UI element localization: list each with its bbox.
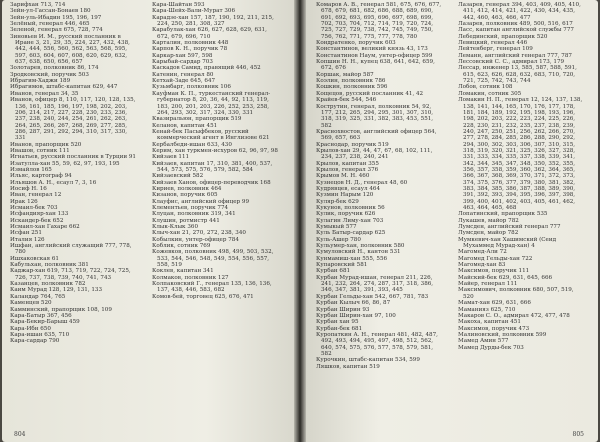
index-entry: Константинов Наум, унтер-офицер 599 <box>316 52 433 59</box>
index-entry: Ишхаковская 61 <box>10 255 59 262</box>
index-entry: Магомед-хан 83 <box>458 262 506 269</box>
index-entry: Ибрагимов, штабс-капитан 629, 447 <box>10 84 118 91</box>
index-entry: Зейн-ул-Гассан-Бонаев 180 <box>10 8 91 15</box>
index-entry: Коршак, майор 587 <box>316 71 374 78</box>
index-entry: Ломакин Н. П., генерал 12, 124, 137, 138, 138, 141, 144, 165, 170, 176, 177, 178, 181, 184, 189, 192, 195, 198, 193, 196, 198, 202, 203, 222, 223, 224, 225, 226, 228, 230, 231, 232, 235, 237, 238, 239, 240, 247, 250, 251, 256, 262, 266, 270, 277, 278, 284, 285, 286, 288, 290, 292, 294, 300, 302, 303, 306, 307, 310, 315, 318, 319, 320, 321, 325, 326, 327, 328, 331, 333, 334, 335, 337, 338, 339, 341, 342, 344, 345, 347, 348, 350, 352, 355, 356, 357, 358, 359, 360, 362, 364, 365, 366, 367, 368, 369, 370, 371, 372, 373, 374, 375, 376, 377, 379, 380, 381, 382, 383, 384, 385, 386, 387, 388, 389, 390, 391, 392, 393, 394, 395, 396, 397, 398, 399, 400, 401, 402, 403, 405, 461, 462, 463, 464, 465, 468 <box>458 97 583 211</box>
index-entry: Маманияз 625, 710 <box>458 306 516 313</box>
index-entry: Камминский, прапорщик 108, 109 <box>10 306 112 313</box>
index-entry: Зродковский, поручик 503 <box>10 71 89 78</box>
index-entry: Келанов, капитан 451 <box>152 122 218 129</box>
index-entry: Клушин, ротмистр 441 <box>152 217 220 224</box>
index-entry: Кербалбеди-ишан 633, 430 <box>152 141 232 148</box>
index-entry: Кара-Шайтан 593 <box>152 2 205 8</box>
index-entry: Иван, генерал 12 <box>10 192 62 199</box>
index-entry: Курбан Гельды-хан 542, 667, 781, 783 <box>316 293 429 300</box>
index-entry: Каим Мурад 128, 129, 131, 133 <box>10 287 103 294</box>
index-entry: Куль Батыр-сардар 625 <box>316 230 386 237</box>
index-entry: Курбан Ширин-хан 97, 100 <box>316 312 396 319</box>
index-entry: Иванов, прапорщик 520 <box>10 141 82 148</box>
index-entry: Игнатьев, русский посланник в Турции 91 <box>10 154 136 161</box>
index-entry: Кульумер-хан, полковник 580 <box>316 243 405 250</box>
index-entry: Колмаков, полковник 127 <box>152 274 229 281</box>
index-entry: Кабульхан, полковник 381 <box>10 262 89 269</box>
index-entry: Кузмин Нарым 120 <box>316 192 374 199</box>
index-entry: Зелёный, генерал 446, 465 <box>10 21 90 28</box>
index-entry: Кийзаев 111 <box>152 154 190 161</box>
index-entry: Зиновьев И. М., русский посланник в Иране 3, 21, 29, 35, 224, 227, 432, 438, 442, 444, 556, 560, 562, 563, 568, 595, 597, 603, 604, 607, 608, 620, 629, 632, 637, 638, 650, 656, 657 <box>10 33 130 66</box>
index-entry: Карабулак-хан 626, 627, 628, 629, 631, 672, 679, 696, 710 <box>152 27 267 40</box>
index-entry: Краснодар, поручик 519 <box>316 141 389 148</box>
index-entry: Мамат-хан 629, 631, 666 <box>458 300 531 307</box>
index-entry: Кулагин Лиму-хан 703 <box>316 217 384 224</box>
index-entry: Клуцан, полковник 319, 341 <box>152 211 236 218</box>
index-entry: Клыч-хан 21, 270, 272, 238, 340 <box>152 230 246 237</box>
index-entry: Коклев, капитан 341 <box>152 268 214 275</box>
index-entry: Майер, генерал 111 <box>458 281 518 288</box>
index-entry: Лебединский, прапорщик 520 <box>458 33 548 40</box>
index-entry: Колпаковский Г., генерал 135, 136, 136, 137, 438, 446, 583, 682 <box>152 281 272 294</box>
index-entry: Иванов, генерал 34, 35 <box>10 90 79 97</box>
index-entry: Изатулла-хан 55, 59, 62, 97, 193, 195 <box>10 160 120 167</box>
index-entry: Иосиф Н. 16 <box>10 185 47 192</box>
index-entry: Кизанов, поручик 605 <box>152 192 218 199</box>
page-number: 805 <box>572 431 584 438</box>
index-entry: Ивашов, сотник 111 <box>10 147 70 154</box>
index-entry: Кострутин, генерал, полковник 54, 92, 177, 212, 265, 294, 295, 301, 307, 310, 318, 319, 325, 331, 382, 383, 453, 551, 582 <box>316 103 434 129</box>
index-entry: Курбан хан 95 <box>316 319 359 326</box>
index-entry: Лессар, инженер 13, 585, 587, 588, 591, 615, 623, 626, 628, 632, 683, 710, 720, 721, 725, 742, 743, 744 <box>458 65 577 85</box>
index-entry: Кетхай-Заде 645, 647 <box>152 78 216 85</box>
index-entry: Кукунов, полковник 56 <box>316 205 385 211</box>
index-entry: Ломакин, сотник 305 <box>458 90 522 97</box>
index-entry: Каскадов Самид, правящий 446, 452 <box>152 65 261 72</box>
index-entry: Исфан 251 <box>10 230 42 237</box>
index-entry: Крымов М. Н. 460 <box>316 173 370 180</box>
index-entry: Кара-ишан 635, 710 <box>10 331 70 338</box>
index-entry: Кумыкый 577 <box>316 224 357 231</box>
index-entry: Кузнецов Н. Д., генерал 48, 60 <box>316 179 408 186</box>
index-column <box>458 2 586 351</box>
book-gutter <box>294 0 306 442</box>
index-entry: Лукашев, майор 782 <box>458 217 519 224</box>
index-entry: Каландар 764, 765 <box>10 293 66 300</box>
index-entry: Курбан Мурад-ишан, генерал 211, 226, 241, 232, 264, 274, 287, 317, 318, 386, 346, 347, 381, 391, 393, 445 <box>316 274 434 294</box>
index-entry: Золотарев, полковник 86, 174 <box>10 65 99 72</box>
index-entry: Курбан Кылыч 66, 86, 87 <box>316 300 391 307</box>
index-entry: Карадзе-хан 157, 187, 190, 192, 211, 215, 224, 250, 281, 308, 327 <box>152 14 274 28</box>
index-entry: Кобылкин, унтер-офицер 784 <box>152 236 239 243</box>
index-entry: Кийзаев Ханов, офицер-переводчик 168 <box>152 179 271 186</box>
index-entry: Лобов, сотник 108 <box>458 84 513 91</box>
index-entry: Ишфан, английский служащий 777, 778, 780 <box>10 243 132 256</box>
index-entry: Лазарев, полковник 489, 500, 516, 617 <box>458 21 573 28</box>
index-entry: Кудрявцев, есаул 464 <box>316 185 381 192</box>
index-entry: Кара-Ибн 650 <box>10 325 51 332</box>
index-entry: Ласс, капитан английской службы 777 <box>458 27 574 34</box>
index-entry: Кумуловский Н., кантон 531 <box>316 249 401 256</box>
index-entry: Ильяшов А. Н., есаул 7, 3, 16 <box>10 179 97 186</box>
index-entry: Крылов-хан 29, 44, 47, 67, 68, 102, 111, 234, 237, 238, 240, 241 <box>316 147 433 161</box>
index-entry: Майский-бек 629, 631, 645, 666 <box>458 274 553 281</box>
index-entry: Карыбай-сардар 703 <box>152 59 213 66</box>
index-entry: Лазарев, генерал 394, 403, 409, 405, 410, 411, 412, 414, 421, 422, 430, 434, 435, 442, 460, 463, 466, 477 <box>458 2 581 21</box>
index-entry: Кара-Бекир-Барыш 459 <box>10 319 80 326</box>
index-entry: Каджар-хан 619, 713, 719, 722, 724, 725, 726, 737, 738, 739, 740, 741, 743 <box>10 268 131 281</box>
index-entry: Краснохвостов, английский офицер 564, 569, 657, 663 <box>316 128 437 142</box>
index-entry: Крайев-бек 544, 546 <box>316 97 377 104</box>
index-entry: Левицкий, генерал 446 <box>458 40 528 47</box>
index-entry: Лумсден, майор 782 <box>458 230 519 237</box>
index-entry: Куропаткин А. Н., генерал 481, 482, 487, 492, 493, 494, 495, 497, 498, 512, 562, 640, 574, 575, 576, 577, 578, 579, 581, 582 <box>316 331 438 357</box>
index-entry: Комов-бей, торговец 625, 676, 471 <box>152 293 254 300</box>
index-entry: Кийзаевский 582 <box>152 173 204 180</box>
index-entry: Кожевков, полковник 498, 499, 503, 532, 533, 544, 546, 548, 549, 554, 556, 557, 558, 519 <box>152 249 274 269</box>
index-entry: Константинов, великий князь 43, 173 <box>316 46 428 53</box>
index-entry: Лопатинский, прапорщик 535 <box>458 211 548 218</box>
index-column <box>10 2 138 345</box>
index-entry: Катенин, генерал 80 <box>152 71 214 78</box>
index-entry: Курочкин, штабс-капитан 534, 599 <box>316 357 420 364</box>
index-entry: Кара-сардар 790 <box>10 338 60 345</box>
index-entry: Исмаил-бек 703 <box>10 205 58 211</box>
index-entry: Максимов, поручик 111 <box>458 268 530 275</box>
index-entry: Куль-Ашер 780 <box>316 236 361 243</box>
index-entry: Ибрагим-Хаджи 189 <box>10 78 71 85</box>
index-entry: Курбан Ширин 93 <box>316 306 370 313</box>
index-entry: Максимов, поручик 473 <box>458 325 530 332</box>
index-column <box>316 2 444 370</box>
index-entry: Коэлин, полковник 786 <box>316 78 386 85</box>
index-entry: Копшин Н. Н., купец 638, 641, 642, 659, 672, 676 <box>316 59 435 72</box>
index-entry: Кириев, полковник 464 <box>152 185 222 192</box>
index-entry: Максимович, полковник 680, 507, 519, 520 <box>458 287 574 300</box>
index-entry: Курбан 681 <box>316 268 351 275</box>
index-entry: Карталин, полковник 448 <box>152 40 229 47</box>
index-entry: Магомед Гельды-хан 722 <box>458 255 533 262</box>
left-page <box>2 0 294 442</box>
index-entry: Крылов, генерал 376 <box>316 166 379 173</box>
index-entry: Кондратенко, поручик 603 <box>316 40 396 47</box>
index-entry: Зарифхан 713, 714 <box>10 2 66 8</box>
index-entry: Клементьев, поручик 774 <box>152 205 229 211</box>
index-entry: Кенай-бек Пасыфбеков, русский коммерческий агент в Инглизове 621 <box>152 128 270 142</box>
index-entry: Квазиральюн, прапорщик 519 <box>152 116 242 123</box>
index-entry: Керим, хан туркмен-исхуров 62, 96, 97, 98 <box>152 147 278 154</box>
index-entry: Ирак 126 <box>10 198 38 205</box>
index-entry: Лумсден, английский генерал 777 <box>458 224 561 231</box>
page-number: 804 <box>14 431 26 438</box>
index-entry: Каменцев 520 <box>10 300 52 307</box>
index-entry: Иванов, офицер 8, 110, 117, 120, 128, 135, 136, 161, 185, 196, 197, 198, 202, 203, 206, 214, 217, 227, 228, 230, 233, 236, 237, 238, 240, 244, 254, 261, 262, 263, 264, 265, 266, 267, 268, 269, 277, 285, 286, 287, 291, 292, 294, 310, 317, 330, 331 <box>10 97 136 142</box>
index-entry: Зейн-уль-Ибадин 195, 196, 197 <box>10 14 102 21</box>
index-entry: Кара-Шейх-Вали-Мурат 306 <box>152 8 236 15</box>
index-entry: Кошкин, полковник 596 <box>316 84 388 91</box>
index-entry: Ляшков, капитан 519 <box>316 363 380 370</box>
index-entry: Макоха, капитан 451 <box>458 319 521 326</box>
index-entry: Комаров А. В., генерал 581, 675, 676, 677, 678, 679, 681, 682, 686, 688, 689, 690, 691, 692, 693, 695, 696, 697, 698, 699, 702, 703, 704, 712, 714, 719, 720, 724, 725, 727, 729, 738, 742, 745, 749, 750, 756, 762, 771, 775, 777, 778, 780 <box>316 2 442 40</box>
right-page <box>306 0 598 442</box>
index-entry: Исфандияр-хан 133 <box>10 211 69 218</box>
index-entry: Мамед Дурды-бек 703 <box>458 344 524 351</box>
index-entry: Измайлов 165 <box>10 166 52 173</box>
index-entry: Коблик, сотник 769 <box>152 243 211 250</box>
index-entry: Курбан-бек 681 <box>316 325 363 332</box>
index-entry: Кауфман К. П., туркестанский генерал-губернатор 8, 20, 36, 44, 92, 113, 119, 183, 200, 201, 203, 226, 252, 253, 258, 264, 293, 302, 317, 324, 330, 331 <box>152 90 271 116</box>
index-entry: Зеленой, генерал 675, 728, 774 <box>10 27 103 34</box>
index-entry: Лейтенберг, генерал 109 <box>458 46 533 53</box>
index-entry: Кунмамиш-хан 555, 556 <box>316 255 388 262</box>
index-entry: Кийзаев, капитан 17, 310, 381, 400, 537, 544, 573, 575, 576, 579, 582, 584 <box>152 160 273 173</box>
index-entry: Макаров С. О., адмирал 472, 477, 478 <box>458 312 570 319</box>
index-entry: Кара-Батыр 367, 456 <box>10 312 72 319</box>
index-entry: Казанцев, полковник 782 <box>10 281 86 288</box>
index-entry: Ильяс, картограф 94 <box>10 173 72 180</box>
index-entry: Кулик, поручик 626 <box>316 211 376 218</box>
index-entry: Искандер-бек 652 <box>10 217 64 224</box>
index-entry: Карпов К. Н., поручик 78 <box>152 46 228 53</box>
index-entry: Купаровский 581 <box>316 262 368 269</box>
index-entry: Италия 126 <box>10 236 45 243</box>
index-entry: Магомед-Али 72 <box>458 249 507 256</box>
index-entry: Мумкевич-хан Хашимский (Сеид Мухаммед Мурад-хан) 4 <box>458 236 557 250</box>
index-entry: Исмаил-хан Гахаре 662 <box>10 224 80 231</box>
index-entry: Клык-Клык 360 <box>152 224 199 231</box>
index-entry: Леманн, английский генерал 777, 787 <box>458 52 572 59</box>
index-entry: Куляр-бек 629 <box>316 198 359 205</box>
index-entry: Каркар-хан 597, 598 <box>152 52 213 59</box>
index-entry: Малиновский, полковник 599 <box>458 331 547 338</box>
index-entry: Кузьмбарг, полковник 106 <box>152 84 231 91</box>
index-entry: Кощецов, русский посланник 41, 42 <box>316 90 424 97</box>
index-column <box>152 2 280 300</box>
index-entry: Мамед Амин 577 <box>458 338 509 345</box>
index-entry: Клауфис, английский офицер 99 <box>152 198 250 205</box>
index-entry: Лессовский С. С., адмирал 173, 179 <box>458 59 565 66</box>
index-entry: Крылов, капитан 355 <box>316 160 379 167</box>
